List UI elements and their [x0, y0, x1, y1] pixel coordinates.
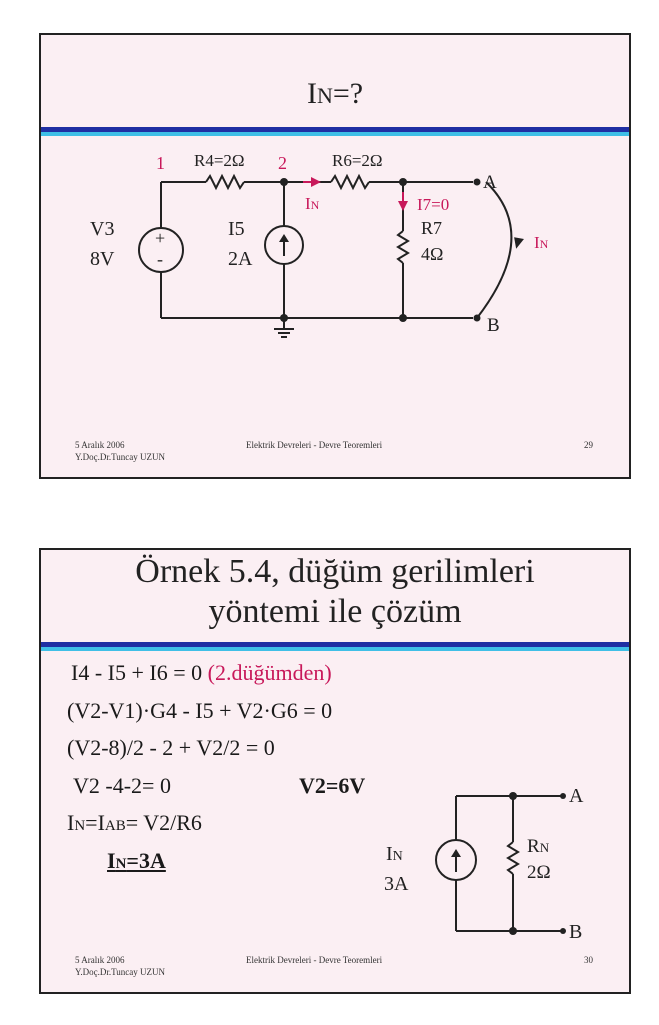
v3-value: 8V	[90, 248, 115, 270]
footer-date: 5 Aralık 2006	[75, 955, 125, 965]
terminal-a-label: A	[483, 172, 497, 193]
r6-label: R6=2Ω	[332, 151, 383, 170]
v3-name: V3	[90, 218, 115, 240]
title-line-2: yöntemi ile çözüm	[208, 593, 462, 630]
norton-source-name: IN	[386, 843, 403, 865]
footer-date-author	[75, 954, 165, 978]
norton-circuit-diagram	[41, 35, 631, 479]
node-1-label: 1	[156, 153, 165, 173]
in-short-current-label: IN	[534, 233, 549, 252]
equation-2: (V2-V1)·G4 - I5 + V2·G6 = 0	[67, 698, 333, 723]
footer-page-number: 30	[584, 955, 593, 965]
terminal-b-label: B	[569, 921, 583, 943]
equation-1-note: (2.düğümden)	[207, 660, 332, 685]
r4-label: R4=2Ω	[194, 151, 245, 170]
r7-name: R7	[421, 218, 443, 238]
footer-page-number: 29	[584, 440, 593, 450]
i5-name: I5	[228, 218, 245, 240]
final-result: IN=3A	[107, 848, 166, 873]
in-current-label: IN	[305, 194, 320, 213]
footer-date: 5 Aralık 2006	[75, 440, 125, 450]
terminal-a-label: A	[569, 785, 584, 807]
equation-3: (V2-8)/2 - 2 + V2/2 = 0	[67, 735, 275, 760]
terminal-b-label: B	[487, 315, 500, 336]
footer-course: Elektrik Devreleri - Devre Teoremleri	[246, 955, 383, 965]
equation-5: IN=IAB= V2/R6	[67, 810, 202, 835]
norton-equivalent-diagram	[41, 550, 631, 994]
slide-29	[39, 33, 631, 479]
slide-30	[39, 548, 631, 994]
equation-4: V2 -4-2= 0	[73, 773, 171, 798]
node-2-label: 2	[278, 153, 287, 173]
minus-sign: -	[157, 249, 163, 269]
footer-course: Elektrik Devreleri - Devre Teoremleri	[246, 440, 383, 450]
equation-1-text: I4 - I5 + I6 = 0	[71, 660, 203, 685]
r7-value: 4Ω	[421, 244, 444, 264]
plus-sign: +	[155, 228, 166, 248]
title-text: I	[306, 77, 317, 110]
title-text-rest: =?	[332, 77, 364, 110]
footer-author: Y.Doç.Dr.Tuncay UZUN	[75, 452, 165, 462]
norton-resistor-value: 2Ω	[527, 862, 551, 883]
title-line-1: Örnek 5.4, düğüm gerilimleri	[135, 553, 535, 590]
footer-date-author	[75, 439, 165, 463]
norton-resistor-name: RN	[527, 836, 550, 857]
equation-4-result: V2=6V	[299, 773, 366, 798]
title-subscript: N	[316, 83, 333, 108]
i7-label: I7=0	[417, 195, 450, 214]
i5-value: 2A	[228, 248, 253, 270]
footer-author: Y.Doç.Dr.Tuncay UZUN	[75, 967, 165, 977]
norton-source-value: 3A	[384, 873, 409, 895]
